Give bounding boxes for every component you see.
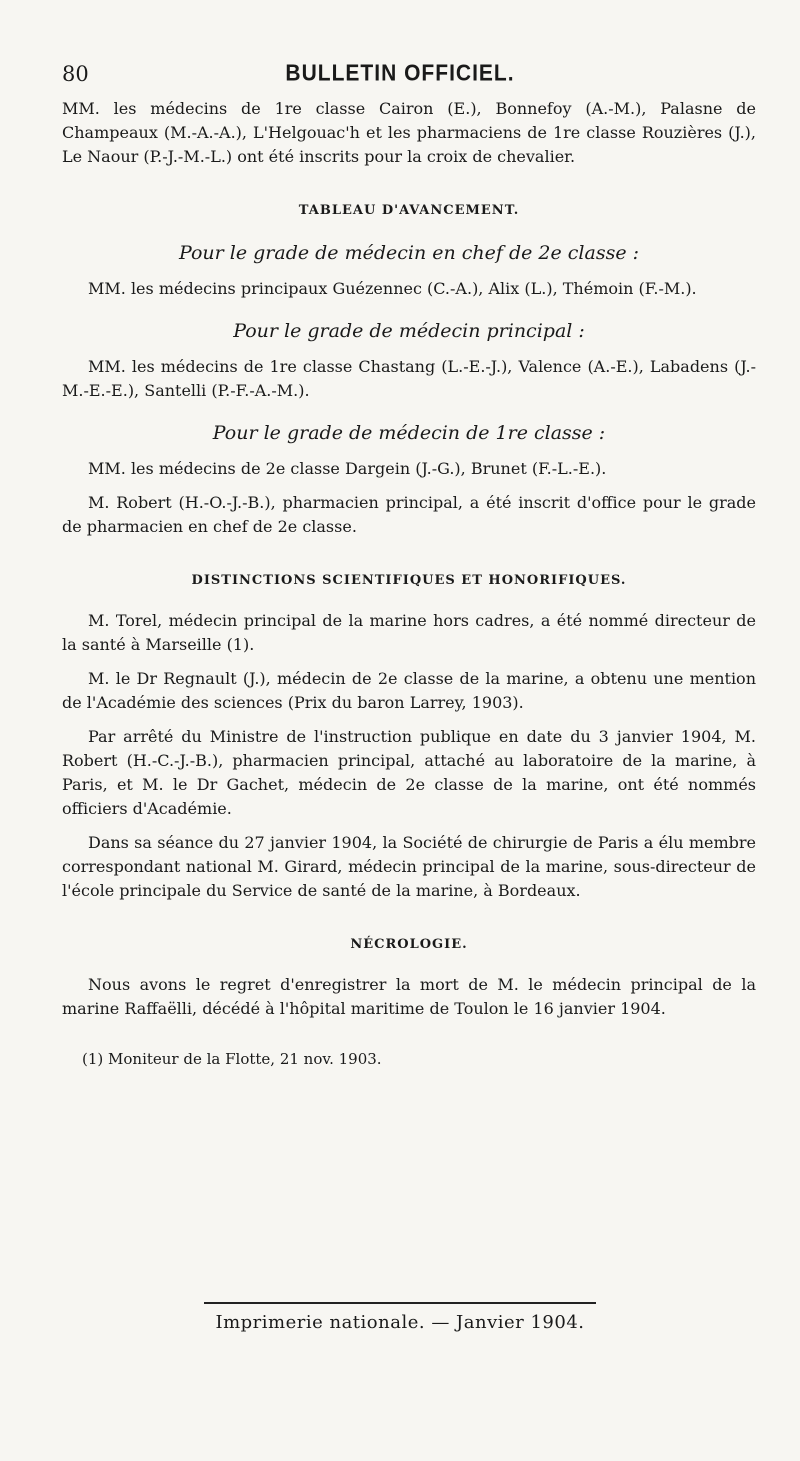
paragraph-torel: M. Torel, médecin principal de la marine hors cadres, a été nommé directeur de la santé à Marseille (1). [62, 611, 756, 654]
paragraph-girard: Dans sa séance du 27 janvier 1904, la Société de chirurgie de Paris a élu membre correspondant national M. Girard, médecin principal de la marine, sous-directeur de l'école principale du Service de santé de la marine, à Bordeaux. [62, 833, 756, 900]
paragraph-medecin-chef: MM. les médecins principaux Guézennec (C.-A.), Alix (L.), Thémoin (F.-M.). [88, 279, 697, 298]
imprint: Imprimerie nationale. — Janvier 1904. [215, 1312, 585, 1333]
intro-paragraph: MM. les médecins de 1re classe Cairon (E.), Bonnefoy (A.-M.), Palasne de Champeaux (M.-A.-A.), L'Helgouac'h et les pharmaciens de 1re classe Rouzières (J.), Le Naour (P.-J.-M.-L.) ont été inscrits pour la croix de chevalier. [62, 99, 756, 166]
running-head [62, 62, 738, 92]
tableau-heading: TABLEAU D'AVANCEMENT. [298, 203, 520, 218]
paragraph-officiers-academie: Par arrêté du Ministre de l'instruction publique en date du 3 janvier 1904, M. Robert (H.-C.-J.-B.), pharmacien principal, attaché au laboratoire de la marine, à Paris, et M. le Dr Gachet, médecin de 2e classe de la marine, ont été nommés officiers d'Académie. [62, 727, 756, 818]
footnote: (1) Moniteur de la Flotte, 21 nov. 1903. [82, 1050, 382, 1068]
necrologie-heading: NÉCROLOGIE. [350, 937, 468, 952]
paragraph-pharmacien: M. Robert (H.-O.-J.-B.), pharmacien principal, a été inscrit d'office pour le grade de pharmacien en chef de 2e classe. [62, 493, 756, 536]
paragraph-raffaelli: Nous avons le regret d'enregistrer la mort de M. le médecin principal de la marine Raffaëlli, décédé à l'hôpital maritime de Toulon le 16 janvier 1904. [62, 975, 756, 1018]
paragraph-regnault: M. le Dr Regnault (J.), médecin de 2e classe de la marine, a obtenu une mention de l'Académie des sciences (Prix du baron Larrey, 1903). [62, 669, 756, 712]
subheading-medecin-1re-classe: Pour le grade de médecin de 1re classe : [212, 422, 606, 444]
footer-rule [204, 1302, 596, 1304]
page-number: 80 [62, 62, 89, 86]
paragraph-medecin-1re-classe: MM. les médecins de 2e classe Dargein (J.-G.), Brunet (F.-L.-E.). [88, 459, 607, 478]
subheading-medecin-principal: Pour le grade de médecin principal : [233, 320, 585, 342]
journal-title: BULLETIN OFFICIEL. [285, 61, 515, 86]
paragraph-medecin-principal: MM. les médecins de 1re classe Chastang (L.-E.-J.), Valence (A.-E.), Labadens (J.-M.-E.-E.), Santelli (P.-F.-A.-M.). [62, 357, 756, 400]
subheading-medecin-chef: Pour le grade de médecin en chef de 2e classe : [178, 242, 640, 264]
distinctions-heading: DISTINCTIONS SCIENTIFIQUES ET HONORIFIQUES. [191, 573, 627, 588]
body-text [62, 97, 756, 1071]
